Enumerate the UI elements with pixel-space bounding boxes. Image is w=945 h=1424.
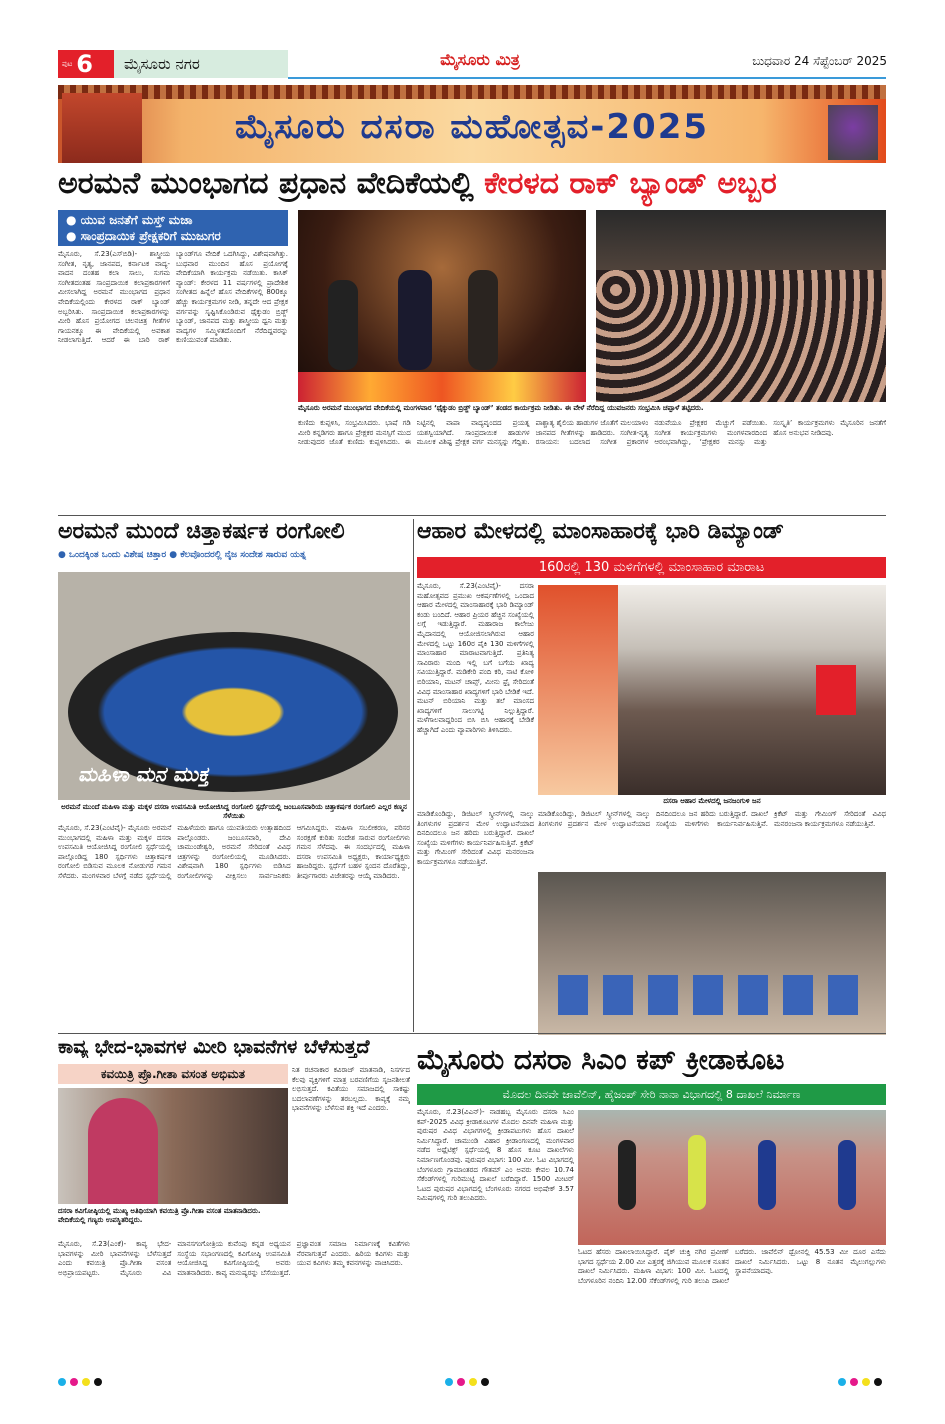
page-number-badge <box>58 50 114 78</box>
rangoli-caption: ಅರಮನೆ ಮುಂದೆ ಮಹಿಳಾ ಮತ್ತು ಮಕ್ಕಳ ದಸರಾ ಉಪಸಮಿತಿ ಆಯೋಜಿಸಿದ್ದ ರಂಗೋಲಿ ಸ್ಪರ್ಧೆಯಲ್ಲಿ ಜಂಬೂಸವಾರಿಯ ಚಿತ್ತಾಕರ್ಷಕ ರಂಗೋಲಿ ಎಲ್ಲರ ಕಣ್ಮನ ಸೆಳೆಯಿತು <box>61 803 407 820</box>
athlete-figure <box>688 1135 706 1210</box>
food-fair-body-bottom: ಮಾಡಿಕೊಂಡಿದ್ದು, ಡಿಜಿಟಲ್ ಸ್ಕ್ರೀನ್‍ಗಳಲ್ಲಿ ನಾಲ್ಕು ತಿಂಗಳುಗಳ ಪ್ರದರ್ಶನ ಮೇಳ ಉದ್ಘಾಟನೆಯಾದ ದಿನದಿಂದಲೂ ಜನ ಹರಿದು ಬರುತ್ತಿದ್ದಾರೆ. ದಾಖಲೆ ಸಂಖ್ಯೆಯ ಮಳಿಗೆಗಳು ಕಾರ್ಯನಿರ್ವಹಿಸುತ್ತಿವೆ. ಕ್ರಿಕೆಟ್ ಮತ್ತು ಗೇಮಿಂಗ್ ಸೇರಿದಂತೆ ವಿವಿಧ ಮನರಂಜನಾ ಕಾರ್ಯಕ್ರಮಗಳೂ ನಡೆಯುತ್ತಿವೆ. <box>538 810 886 828</box>
divider <box>58 1033 886 1034</box>
masthead-logo: ಮೈಸೂರು ಮಿತ್ರ <box>440 50 520 69</box>
page-number: 6 <box>76 50 93 78</box>
black-dot <box>874 1378 882 1386</box>
food-fair-bar: 160ರಲ್ಲಿ 130 ಮಳಿಗೆಗಳಲ್ಲಿ ಮಾಂಸಾಹಾರ ಮಾರಾಟ <box>417 557 886 578</box>
story1-subheads <box>58 210 288 246</box>
story1-body-left: ಮೈಸೂರು, ಸೆ.23(ಎಸ್‍ಬಿಡಿ)- ಶಾಸ್ತ್ರೀಯ ಸಂಗೀತ, ನೃತ್ಯ, ಜಾನಪದ, ಕರ್ನಾಟಕ ವಾದ್ಯ-ವಾದನ ದಂತಹ ಕಲಾ ಸಾಲು, ಸುಗಮ ಸಂಗೀತದಂತಹ ಸಾಂಪ್ರದಾಯಿಕ ಕಲಾಪ್ರಕಾರಗಳಿಗೆ ಮೀಸಲಾಗಿದ್ದ ಅರಮನೆ ಮುಂಭಾಗದ ಪ್ರಧಾನ ವೇದಿಕೆಯಲ್ಲಿಂದು ಕೇರಳದ ರಾಕ್ ಬ್ಯಾಂಡ್ ಅಬ್ಬರಿಸಿತು. ಸಾಂಪ್ರದಾಯಿಕ ಕಲಾಪ್ರಕಾರಗಳನ್ನು ಮೀರಿ ಹೊಸ ಪ್ರಯೋಗದ ಚಲನಚಿತ್ರ ಗೀತೆಗಳ ಗಾಯನಕ್ಕೂ ಈ ವೇದಿಕೆಯಲ್ಲಿ ಅವಕಾಶ ನೀಡಲಾಗುತ್ತಿದೆ. ಆದರೆ ಈ ಬಾರಿ ರಾಕ್ ಬ್ಯಾಂಡ್‍ಗೂ ವೇದಿಕೆ ಒದಗಿಸಿದ್ದು, ವಿಶೇಷವಾಗಿತ್ತು. ಬುಧವಾರ ಮುಂದಿನ ಹೊಸ ಪ್ರಯೋಗಕ್ಕೆ ವೇದಿಕೆಯಾಗಿ ಕಾರ್ಯಕ್ರಮ ನಡೆಯಿತು. ಕಾಸಿಕ್‍ ವ್ಯಾಂಡ್: ಕೇರಳದ 11 ವರ್ಷಗಳಲ್ಲಿ ಪ್ರಾದೇಶಿಕ ಸಂಗೀತದ ಹಿನ್ನೆಲೆ ಹೊಸ ವೇದಿಕೆಗಳಲ್ಲಿ 800ಕ್ಕೂ ಹೆಚ್ಚು ಕಾರ್ಯಕ್ರಮಗಳ ನೀಡಿ, ತನ್ನದೇ ಆದ ಪ್ರೇಕ್ಷಕ ವರ್ಗವನ್ನು ಸೃಷ್ಟಿಸಿಕೊಂಡಿರುವ ಥೈಕ್ಕುಡಂ ಬ್ರಿಡ್ಜ್ ಬ್ಯಾಂಡ್, ಜಾನಪದ ಮತ್ತು ಶಾಸ್ತ್ರೀಯ ಧ್ವನಿ ಮತ್ತು ವಾದ್ಯಗಳ ಸಮ್ಮಿಳತದೊಂದಿಗೆ ನೆರೆದಿದ್ದವರನ್ನು ಕುಣಿಯುವಂತೆ ಮಾಡಿತು. <box>58 250 288 345</box>
rangoli-body: ಮೈಸೂರು, ಸೆ.23(ಎಂಟಿವೈ)- ಮೈಸೂರು ಅರಮನೆ ಮುಂಭಾಗದಲ್ಲಿ ಮಹಿಳಾ ಮತ್ತು ಮಕ್ಕಳ ದಸರಾ ಉಪಸಮಿತಿ ಆಯೋಜಿಸಿದ್ದ ರಂಗೋಲಿ ಸ್ಪರ್ಧೆಯಲ್ಲಿ ಪಾಲ್ಗೊಂಡಿದ್ದ 180 ಸ್ಪರ್ಧಿಗಳು ಚಿತ್ತಾಕರ್ಷಕ ರಂಗೋಲಿ ಬಿಡಿಸುವ ಮೂಲಕ ನೋಡುಗರ ಗಮನ ಸೆಳೆದರು. ಮಂಗಳವಾರ ಬೆಳಗ್ಗೆ ನಡೆದ ಸ್ಪರ್ಧೆಯಲ್ಲಿ ಮಹಿಳೆಯರು ಹಾಗೂ ಯುವತಿಯರು ಉತ್ಸಾಹದಿಂದ ಪಾಲ್ಗೊಂಡರು. ಜಂಬೂಸವಾರಿ, ದೇವಿ ಚಾಮುಂಡೇಶ್ವರಿ, ಅರಮನೆ ಸೇರಿದಂತೆ ವಿವಿಧ ಚಿತ್ರಗಳನ್ನು ರಂಗೋಲಿಯಲ್ಲಿ ಮೂಡಿಸಿದರು. ವಿಶೇಷವಾಗಿ 180 ಸ್ಪರ್ಧಿಗಳು ಬಿಡಿಸಿದ ರಂಗೋಲಿಗಳನ್ನು ವೀಕ್ಷಿಸಲು ಸಾರ್ವಜನಿಕರು ಆಗಮಿಸಿದ್ದರು. ಮಹಿಳಾ ಸಬಲೀಕರಣ, ಪರಿಸರ ಸಂರಕ್ಷಣೆ ಕುರಿತು ಸಂದೇಶ ಸಾರುವ ರಂಗೋಲಿಗಳು ಗಮನ ಸೆಳೆದವು. ಈ ಸಂದರ್ಭದಲ್ಲಿ ಮಹಿಳಾ ದಸರಾ ಉಪಸಮಿತಿ ಅಧ್ಯಕ್ಷರು, ಕಾರ್ಯಾಧ್ಯಕ್ಷರು ಹಾಜರಿದ್ದರು. ಸ್ಪರ್ಧೆಗೆ ಬಹಳ ಸ್ಪಂದನ ದೊರೆತಿದ್ದು, ತೀರ್ಪುಗಾರರು ವಿಜೇತರನ್ನು ಆಯ್ಕೆ ಮಾಡಿದರು. <box>58 824 410 880</box>
section-name: ಮೈಸೂರು ನಗರ <box>114 50 288 78</box>
story1-body-bottom: ಕುಣಿದು ಕುಪ್ಪಳಿಸಿ, ಸಂಭ್ರಮಿಸಿದರು. ಭಾಷೆ ಗಡಿ ಮೀರಿ ಕನ್ನಡಿಗರು ಹಾಗೂ ಪ್ರೇಕ್ಷಕರ ಮನಸ್ಸಿಗೆ ಮುದ ನೀಡುವುದರ ಜೊತೆ ಕುಣಿದು ಕುಪ್ಪಳಿಸಿದರು. ಈ ನಿಟ್ಟಿನಲ್ಲಿ ವಾಪಾ ವಾದ್ಯವೃಂದದ ಪ್ರಯತ್ನ ಯಶಸ್ವಿಯಾಗಿದೆ. ಸಾಂಪ್ರದಾಯಿಕ ಹಾಡುಗಳ ಮೂಲಕ ವಿಶಿಷ್ಟ ಪ್ರೇಕ್ಷಕ ವರ್ಗ ಮನಸ್ಸನ್ನು ಗೆದ್ದಿತು. ಪಾಶ್ಚಾತ್ಯ ಶೈಲಿಯ ಹಾಡುಗಳ ಜೊತೆಗೆ ಮಲಯಾಳಂ ಜಾನಪದ ಗೀತೆಗಳನ್ನು ಹಾಡಿದರು. ಸಂಗೀತ-ನೃತ್ಯ ರಸಾಯನ: ಬದಲಾದ ಸಂಗೀತ ಪ್ರಕಾರಗಳ ನಡುವೆಯೂ ಪ್ರೇಕ್ಷಕರ ಮೆಚ್ಚುಗೆ ಪಡೆಯಿತು. ಸಂಗೀತ ಕಾರ್ಯಕ್ರಮಗಳು ಮಂಗಳವಾರದಿಂದ ಆರಂಭವಾಗಿದ್ದು, ‘ಪ್ರೇಕ್ಷಕರ ಮನಸ್ಸು ಮತ್ತು ಸಂಸ್ಕೃತಿ’ ಕಾರ್ಯಕ್ರಮಗಳು ಮೈಸೂರಿನ ಜನತೆಗೆ ಹೊಸ ಅನುಭವ ನೀಡಿದವು. <box>298 419 886 447</box>
magenta-dot <box>850 1378 858 1386</box>
banner-title: ಮೈಸೂರು ದಸರಾ ಮಹೋತ್ಸವ-2025 <box>234 107 710 147</box>
food-fair-body-left: ಮೈಸೂರು, ಸೆ.23(ಎಂಟಿವೈ)- ದಸರಾ ಮಹೋತ್ಸವದ ಪ್ರಮುಖ ಆಕರ್ಷಣೆಗಳಲ್ಲಿ ಒಂದಾದ ಆಹಾರ ಮೇಳದಲ್ಲಿ ಮಾಂಸಾಹಾರಕ್ಕೆ ಭಾರಿ ಡಿಮ್ಯಾಂಡ್ ಕಂಡು ಬಂದಿದೆ. ಆಹಾರ ಪ್ರಿಯರ ಹೆಚ್ಚಿನ ಸಂಖ್ಯೆಯಲ್ಲಿ ಲಗ್ಗೆ ಇಡುತ್ತಿದ್ದಾರೆ. ಮಹಾರಾಜ ಕಾಲೇಜು ಮೈದಾನದಲ್ಲಿ ಆಯೋಜಿಸಲಾಗಿರುವ ಆಹಾರ ಮೇಳದಲ್ಲಿ ಒಟ್ಟು 160ರ ಪೈಕಿ 130 ಮಳಿಗೆಗಳಲ್ಲಿ ಮಾಂಸಾಹಾರ ಮಾರಾಟವಾಗುತ್ತಿದೆ. ಪ್ರತಿನಿತ್ಯ ಸಾವಿರಾರು ಮಂದಿ ಇಲ್ಲಿ ಬಗೆ ಬಗೆಯ ಖಾದ್ಯ ಸವಿಯುತ್ತಿದ್ದಾರೆ. ಮಡಿಕೇರಿ ಪಂದಿ ಕರಿ, ನಾಟಿ ಕೋಳಿ ಬಿರಿಯಾನಿ, ಮಟನ್ ಚಾಪ್ಸ್, ಮೀನು ಫ್ರೈ ಸೇರಿದಂತೆ ವಿವಿಧ ಮಾಂಸಾಹಾರ ಖಾದ್ಯಗಳಿಗೆ ಭಾರಿ ಬೇಡಿಕೆ ಇದೆ. ಮಟನ್ ಬಿರಿಯಾನಿ ಮತ್ತು ತಲೆ ಮಾಂಸದ ಖಾದ್ಯಗಳಿಗೆ ಸಾಲುಗಟ್ಟಿ ನಿಲ್ಲುತ್ತಿದ್ದಾರೆ. ಮಳೆಗಾಲವಾದ್ದರಿಂದ ಬಿಸಿ ಬಿಸಿ ಆಹಾರಕ್ಕೆ ಬೇಡಿಕೆ ಹೆಚ್ಚಾಗಿದೆ ಎಂದು ವ್ಯಾಪಾರಿಗಳು ತಿಳಿಸಿದರು. <box>417 582 534 734</box>
sports-headline: ಮೈಸೂರು ದಸರಾ ಸಿಎಂ ಕಪ್ ಕ್ರೀಡಾಕೂಟ <box>417 1043 785 1076</box>
food-fair-body-cont: ಮಾಡಿಕೊಂಡಿದ್ದು, ಡಿಜಿಟಲ್ ಸ್ಕ್ರೀನ್‍ಗಳಲ್ಲಿ ನಾಲ್ಕು ತಿಂಗಳುಗಳ ಪ್ರದರ್ಶನ ಮೇಳ ಉದ್ಘಾಟನೆಯಾದ ದಿನದಿಂದಲೂ ಜನ ಹರಿದು ಬರುತ್ತಿದ್ದಾರೆ. ದಾಖಲೆ ಸಂಖ್ಯೆಯ ಮಳಿಗೆಗಳು ಕಾರ್ಯನಿರ್ವಹಿಸುತ್ತಿವೆ. ಕ್ರಿಕೆಟ್ ಮತ್ತು ಗೇಮಿಂಗ್ ಸೇರಿದಂತೆ ವಿವಿಧ ಮನರಂಜನಾ ಕಾರ್ಯಕ್ರಮಗಳೂ ನಡೆಯುತ್ತಿವೆ. <box>417 810 534 866</box>
poetry-headline: ಕಾವ್ಯ ಭೇದ-ಭಾವಗಳ ಮೀರಿ ಭಾವನೆಗಳ ಬೆಳೆಸುತ್ತದೆ <box>58 1036 370 1058</box>
print-color-marks <box>445 1378 489 1386</box>
yellow-dot <box>469 1378 477 1386</box>
header-rule <box>288 77 886 79</box>
speaker-figure <box>88 1098 158 1204</box>
poetry-body-side: ನಿತ ರಚನಾಕಾರ ಕವಿರಾಜ್ ಮಾತನಾಡಿ, ನಿಸರ್ಗದ ಕೆಲವು ವ್ಯಕ್ತಿಗಳಿಗೆ ಮಾತ್ರ ಬರವಣಿಗೆಯ ಸೃಜನಶೀಲತೆ ಲಭಿಸುತ್ತದೆ. ಕವಿತೆಯು ಸಮಾಜದಲ್ಲಿ ಸಾಕಷ್ಟು ಬದಲಾವಣೆಗಳನ್ನು ತರಬಲ್ಲದು. ಕಾವ್ಯಕ್ಕೆ ನಮ್ಮ ಭಾವನೆಗಳನ್ನು ಬೆಳೆಸುವ ಶಕ್ತಿ ಇದೆ ಎಂದರು. <box>292 1066 410 1113</box>
rangoli-subline: ● ಒಂದಕ್ಕಿಂತ ಒಂದು ವಿಶೇಷ ಚಿತ್ತಾರ ● ಕೆಲವೊಂದರಲ್ಲಿ ನೈಜ ಸಂದೇಶ ಸಾರುವ ಯತ್ನ <box>58 550 306 560</box>
athlete-figure <box>838 1140 856 1210</box>
stage-flowers <box>298 372 586 402</box>
cyan-dot <box>445 1378 453 1386</box>
story1-photo-caption: ಮೈಸೂರು ಅರಮನೆ ಮುಂಭಾಗದ ವೇದಿಕೆಯಲ್ಲಿ ಮಂಗಳವಾರ ‘ಥೈಕ್ಕುಡಂ ಬ್ರಿಡ್ಜ್ ಬ್ಯಾಂಡ್’ ತಂಡದ ಕಾರ್ಯಕ್ರಮ ನೀಡಿತು. ಈ ವೇಳೆ ನೆರೆದಿದ್ದ ಯುವಜನರು ಸಂಭ್ರಮಿಸಿ ಚಪ್ಪಾಳೆ ತಟ್ಟಿದರು. <box>298 404 704 412</box>
divider <box>58 515 886 516</box>
print-color-marks <box>838 1378 882 1386</box>
crowd-faces <box>596 270 886 402</box>
rangoli-text: ಮಹಿಳಾ ಮನ ಮುಕ್ತ <box>78 762 209 786</box>
chairs <box>558 975 866 1015</box>
poetry-caption: ದಸರಾ ಕವಿಗೋಷ್ಠಿಯಲ್ಲಿ ಮುಖ್ಯ ಅತಿಥಿಯಾಗಿ ಕವಯಿತ್ರಿ ಪ್ರೊ.ಗೀತಾ ವಸಂತ ಮಾತನಾಡಿದರು. ವೇದಿಕೆಯಲ್ಲಿ ಗಣ್ಯರು ಉಪಸ್ಥಿತರಿದ್ದರು. <box>58 1207 261 1224</box>
athletes-photo <box>578 1110 886 1245</box>
poet-photo <box>58 1088 288 1204</box>
rangoli-photo <box>58 572 410 800</box>
column-divider <box>413 519 414 1032</box>
print-color-marks <box>58 1378 102 1386</box>
sports-bar: ಮೊದಲ ದಿನವೇ ಜಾವೆಲಿನ್, ಹೈಜಂಪ್ ಸೇರಿ ನಾನಾ ವಿಭಾಗದಲ್ಲಿ 8 ದಾಖಲೆ ನಿರ್ಮಾಣ <box>417 1084 886 1105</box>
magenta-dot <box>457 1378 465 1386</box>
sports-body-left: ಮೈಸೂರು, ಸೆ.23(ವಿಎನ್)- ನಾಡಹಬ್ಬ ಮೈಸೂರು ದಸರಾ ಸಿಎಂ ಕಪ್-2025 ವಿವಿಧ ಕ್ರೀಡಾಕೂಟಗಳ ಮೊದಲ ದಿನವೇ ಮಹಿಳಾ ಮತ್ತು ಪುರುಷರ ವಿವಿಧ ವಿಭಾಗಗಳಲ್ಲಿ ಕ್ರೀಡಾಪಟುಗಳು ಹೊಸ ದಾಖಲೆ ನಿರ್ಮಿಸಿದ್ದಾರೆ. ಚಾಮುಂಡಿ ವಿಹಾರ ಕ್ರೀಡಾಂಗಣದಲ್ಲಿ ಮಂಗಳವಾರ ನಡೆದ ಅಥ್ಲೆಟಿಕ್ಸ್ ಸ್ಪರ್ಧೆಯಲ್ಲಿ 8 ಹೊಸ ಕೂಟ ದಾಖಲೆಗಳು ನಿರ್ಮಾಣಗೊಂಡವು. ಪುರುಷರ ವಿಭಾಗ: 100 ಮೀ. ಓಟ ವಿಭಾಗದಲ್ಲಿ ಬೆಂಗಳೂರು ಗ್ರಾಮಾಂತರದ ಗೌತಮ್ ಎಂ ಅವರು ಕೇವಲ 10.74 ಸೆಕೆಂಡ್‍ಗಳಲ್ಲಿ ಗುರಿಮುಟ್ಟಿ ದಾಖಲೆ ಬರೆದಿದ್ದಾರೆ. 1500 ಮೀಟರ್ ಓಟದ ಪುರುಷರ ವಿಭಾಗದಲ್ಲಿ ಬೆಂಗಳೂರು ನಗರದ ಅಭಿಷೇಕ್ 3.57 ನಿಮಿಷಗಳಲ್ಲಿ ಗುರಿ ತಲುಪಿದರು. <box>417 1108 574 1203</box>
cyan-dot <box>58 1378 66 1386</box>
performer-figure <box>398 270 432 370</box>
yellow-dot <box>862 1378 870 1386</box>
athlete-figure <box>618 1140 636 1210</box>
poetry-subhead: ಕವಯಿತ್ರಿ ಪ್ರೊ.ಗೀತಾ ವಸಂತ ಅಭಿಮತ <box>58 1064 288 1084</box>
sports-body-bottom: ಓಟದ ಹೆಸರು ದಾಖಲಾಯಿಸಿದ್ದಾರೆ. ಪೈಕ್ ಚುಕ್ತಿ ನಗಿರ ಪ್ರವೀಣ್ ಭಾಗದ ಸ್ಪರ್ಧೆಯ 2.00 ಮೀ ಎತ್ತರಕ್ಕೆ ಜಿಗಿಯುವ ಮೂಲಕ ನೂತನ ದಾಖಲೆ ನಿರ್ಮಿಸಿದರು. ಮಹಿಳಾ ವಿಭಾಗ: 100 ಮೀ. ಓಟದಲ್ಲಿ ಬೆಂಗಳೂರಿನ ನಂದಿನಿ 12.00 ಸೆಕೆಂಡ್‍ಗಳಲ್ಲಿ ಗುರಿ ತಲುಪಿ ದಾಖಲೆ ಬರೆದರು. ಜಾವೆಲಿನ್ ಥ್ರೋನಲ್ಲಿ 45.53 ಮೀ ದೂರ ಎಸೆದು ದಾಖಲೆ ನಿರ್ಮಿಸಿದರು. ಒಟ್ಟು 8 ನೂತನ ಮೈಲುಗಲ್ಲುಗಳು ಸ್ಥಾಪನೆಯಾದವು. <box>578 1248 886 1285</box>
black-dot <box>481 1378 489 1386</box>
yellow-dot <box>82 1378 90 1386</box>
poetry-body: ಮೈಸೂರು, ಸೆ.23(ಎಂಕೆ)- ಕಾವ್ಯ ಭೇದ-ಭಾವಗಳನ್ನು ಮೀರಿ ಭಾವನೆಗಳನ್ನು ಬೆಳೆಸುತ್ತದೆ ಎಂದು ಕವಯಿತ್ರಿ ಪ್ರೊ.ಗೀತಾ ವಸಂತ ಅಭಿಪ್ರಾಯಪಟ್ಟರು. ಮೈಸೂರು ವಿವಿ ಮಾನಸಗಂಗೋತ್ರಿಯ ಕುವೆಂಪು ಕನ್ನಡ ಅಧ್ಯಯನ ಸಂಸ್ಥೆಯ ಸಭಾಂಗಣದಲ್ಲಿ ಕವಿಗೋಷ್ಠಿ ಉಪಸಮಿತಿ ಆಯೋಜಿಸಿದ್ದ ಕವಿಗೋಷ್ಠಿಯಲ್ಲಿ ಅವರು ಮಾತನಾಡಿದರು. ಕಾವ್ಯ ಮನುಷ್ಯರನ್ನು ಬೆಸೆಯುತ್ತದೆ. ಪ್ರಜ್ಞಾವಂತ ಸಮಾಜ ನಿರ್ಮಾಣಕ್ಕೆ ಕವಿತೆಗಳು ನೆರವಾಗುತ್ತವೆ ಎಂದರು. ಹಿರಿಯ ಕವಿಗಳು ಮತ್ತು ಯುವ ಕವಿಗಳು ತಮ್ಮ ಕವನಗಳನ್ನು ವಾಚಿಸಿದರು. <box>58 1240 410 1277</box>
subhead-1: ● ಯುವ ಜನತೆಗೆ ಮಸ್ತ್ ಮಜಾ <box>66 213 193 227</box>
dasara-banner <box>58 85 886 163</box>
athlete-figure <box>758 1140 776 1210</box>
rock-band-photo <box>298 210 586 402</box>
rangoli-headline: ಅರಮನೆ ಮುಂದೆ ಚಿತ್ತಾಕರ್ಷಕ ರಂಗೋಲಿ <box>58 519 345 544</box>
performer-figure <box>328 280 358 370</box>
magenta-dot <box>70 1378 78 1386</box>
subhead-2: ● ಸಾಂಪ್ರದಾಯಿಕ ಪ್ರೇಕ್ಷಕರಿಗೆ ಮುಜುಗರ <box>66 229 221 243</box>
banner-frieze <box>58 85 886 99</box>
food-fair-headline: ಆಹಾರ ಮೇಳದಲ್ಲಿ ಮಾಂಸಾಹಾರಕ್ಕೆ ಭಾರಿ ಡಿಮ್ಯಾಂಡ್ <box>417 519 785 544</box>
headline-black: ಅರಮನೆ ಮುಂಭಾಗದ ಪ್ರಧಾನ ವೇದಿಕೆಯಲ್ಲಿ <box>58 166 485 201</box>
headline-red: ಕೇರಳದ ರಾಕ್ ಬ್ಯಾಂಡ್ ಅಬ್ಬರ <box>484 166 777 201</box>
main-headline <box>58 166 886 201</box>
page-label: ಪುಟ <box>62 59 73 68</box>
audience-photo <box>596 210 886 402</box>
food-fair-caption: ದಸರಾ ಆಹಾರ ಮೇಳದಲ್ಲಿ ಜನಜಂಗುಳಿ ಜನ <box>663 797 761 805</box>
cyan-dot <box>838 1378 846 1386</box>
black-dot <box>94 1378 102 1386</box>
performer-figure <box>468 270 498 370</box>
food-fair-dining-photo <box>538 872 886 1035</box>
issue-date: ಬುಧವಾರ 24 ಸೆಪ್ಟೆಂಬರ್ 2025 <box>752 54 887 68</box>
stall-sign <box>816 665 856 715</box>
food-fair-crowd-photo <box>538 585 886 795</box>
stall-canopy <box>538 585 618 795</box>
